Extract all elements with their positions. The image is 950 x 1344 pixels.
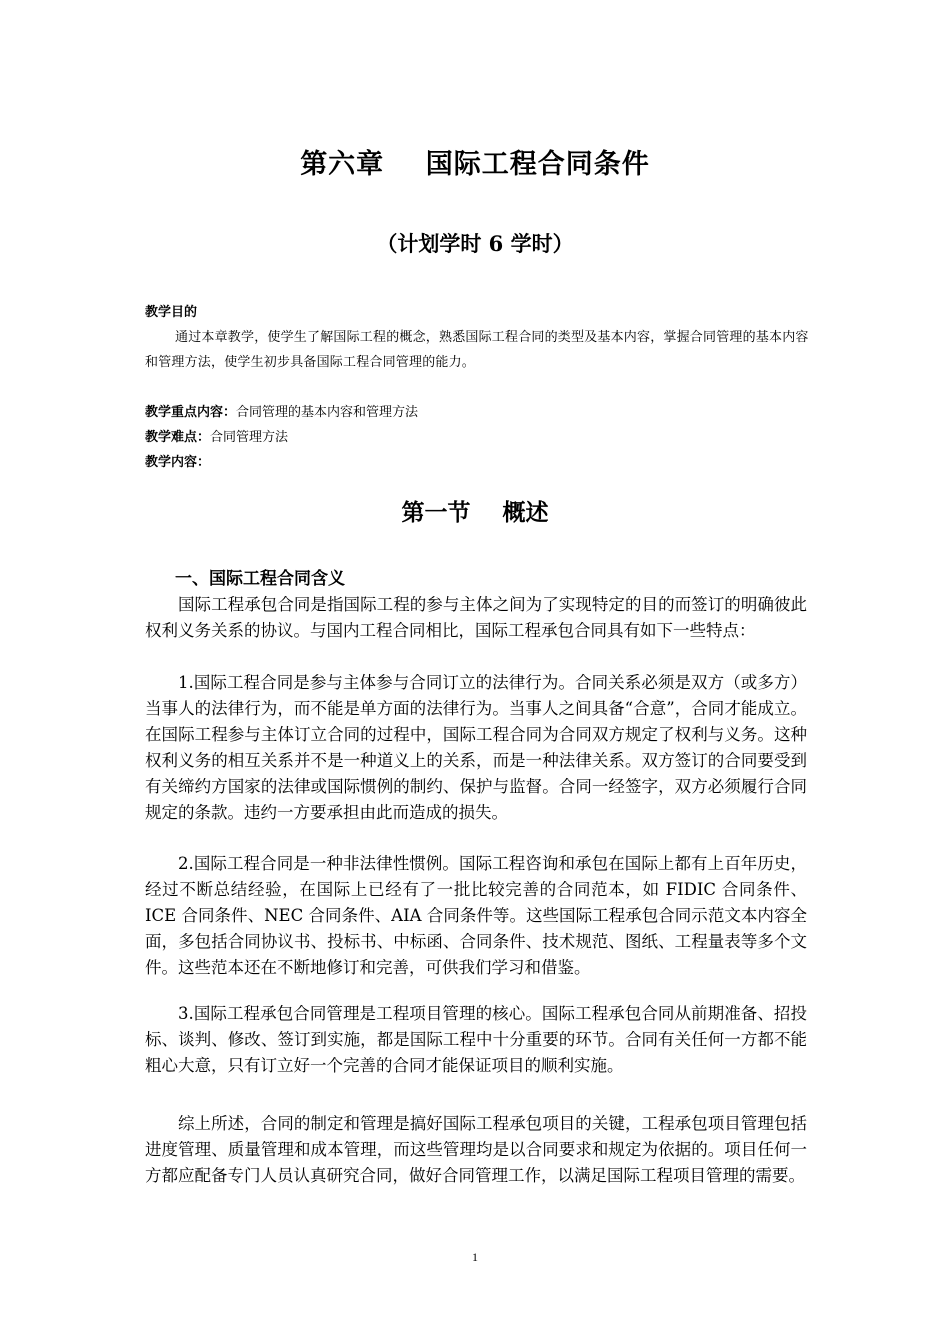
body-paragraph: 2.国际工程合同是一种非法律性惯例。国际工程咨询和承包在国际上都有上百年历史，经过不断总结经验，在国际上已经有了一批比较完善的合同范本，如 FIDIC 合同条件、ICE 合同条件、NEC 合同条件、AIA 合同条件等。这些国际工程承包合同示范文本内容全面，多包括合同协议书、投标书、中标函、合同条件、技术规范、图纸、工程量表等多个文件。这些范本还在不断地修订和完善，可供我们学习和借鉴。 (145, 854, 807, 977)
body-paragraph: 3.国际工程承包合同管理是工程项目管理的核心。国际工程承包合同从前期准备、招投标、谈判、修改、签订到实施，都是国际工程中十分重要的环节。合同有关任何一方都不能粗心大意，只有订立好一个完善的合同才能保证项目的顺利实施。 (145, 1004, 807, 1075)
page-number: 1 (472, 1250, 478, 1264)
chapter-hours: （计划学时 6 学时） (376, 231, 574, 256)
teaching-key-text: 合同管理的基本内容和管理方法 (236, 405, 419, 420)
teaching-content (145, 450, 810, 475)
body-paragraph: 国际工程承包合同是指国际工程的参与主体之间为了实现特定的目的而签订的明确彼此权利义务关系的协议。与国内工程合同相比，国际工程承包合同具有如下一些特点： (145, 595, 807, 640)
body-paragraph: 综上所述，合同的制定和管理是搞好国际工程承包项目的关键，工程承包项目管理包括进度管理、质量管理和成本管理，而这些管理均是以合同要求和规定为依据的。项目任何一方都应配备专门人员认真研究合同，做好合同管理工作，以满足国际工程项目管理的需要。 (145, 1114, 807, 1185)
section-subheading: 一、国际工程合同含义 (175, 569, 345, 589)
section-title: 第一节 概述 (401, 499, 549, 526)
chapter-title: 第六章 国际工程合同条件 (300, 149, 650, 180)
teaching-difficulty-label: 教学难点： (145, 430, 211, 445)
teaching-key-points (145, 400, 810, 425)
teaching-content-label: 教学内容： (145, 455, 211, 470)
teaching-difficulty-text: 合同管理方法 (210, 430, 289, 445)
teaching-goal-text: 通过本章教学，使学生了解国际工程的概念，熟悉国际工程合同的类型及基本内容，掌握合同管理的基本内容和管理方法，使学生初步具备国际工程合同管理的能力。 (145, 330, 809, 370)
teaching-key-label: 教学重点内容： (145, 405, 237, 420)
teaching-goal-heading (145, 300, 810, 325)
body-paragraph: 1.国际工程合同是参与主体参与合同订立的法律行为。合同关系必须是双方（或多方）当事人的法律行为，而不能是单方面的法律行为。当事人之间具备“合意”，合同才能成立。在国际工程参与主体订立合同的过程中，国际工程合同为合同双方规定了权利与义务。这种权利义务的相互关系并不是一种道义上的关系，而是一种法律关系。双方签订的合同要受到有关缔约方国家的法律或国际惯例的制约、保护与监督。合同一经签字，双方必须履行合同规定的条款。违约一方要承担由此而造成的损失。 (145, 673, 807, 822)
teaching-goal-label: 教学目的 (145, 305, 198, 320)
teaching-difficulty (145, 425, 810, 450)
